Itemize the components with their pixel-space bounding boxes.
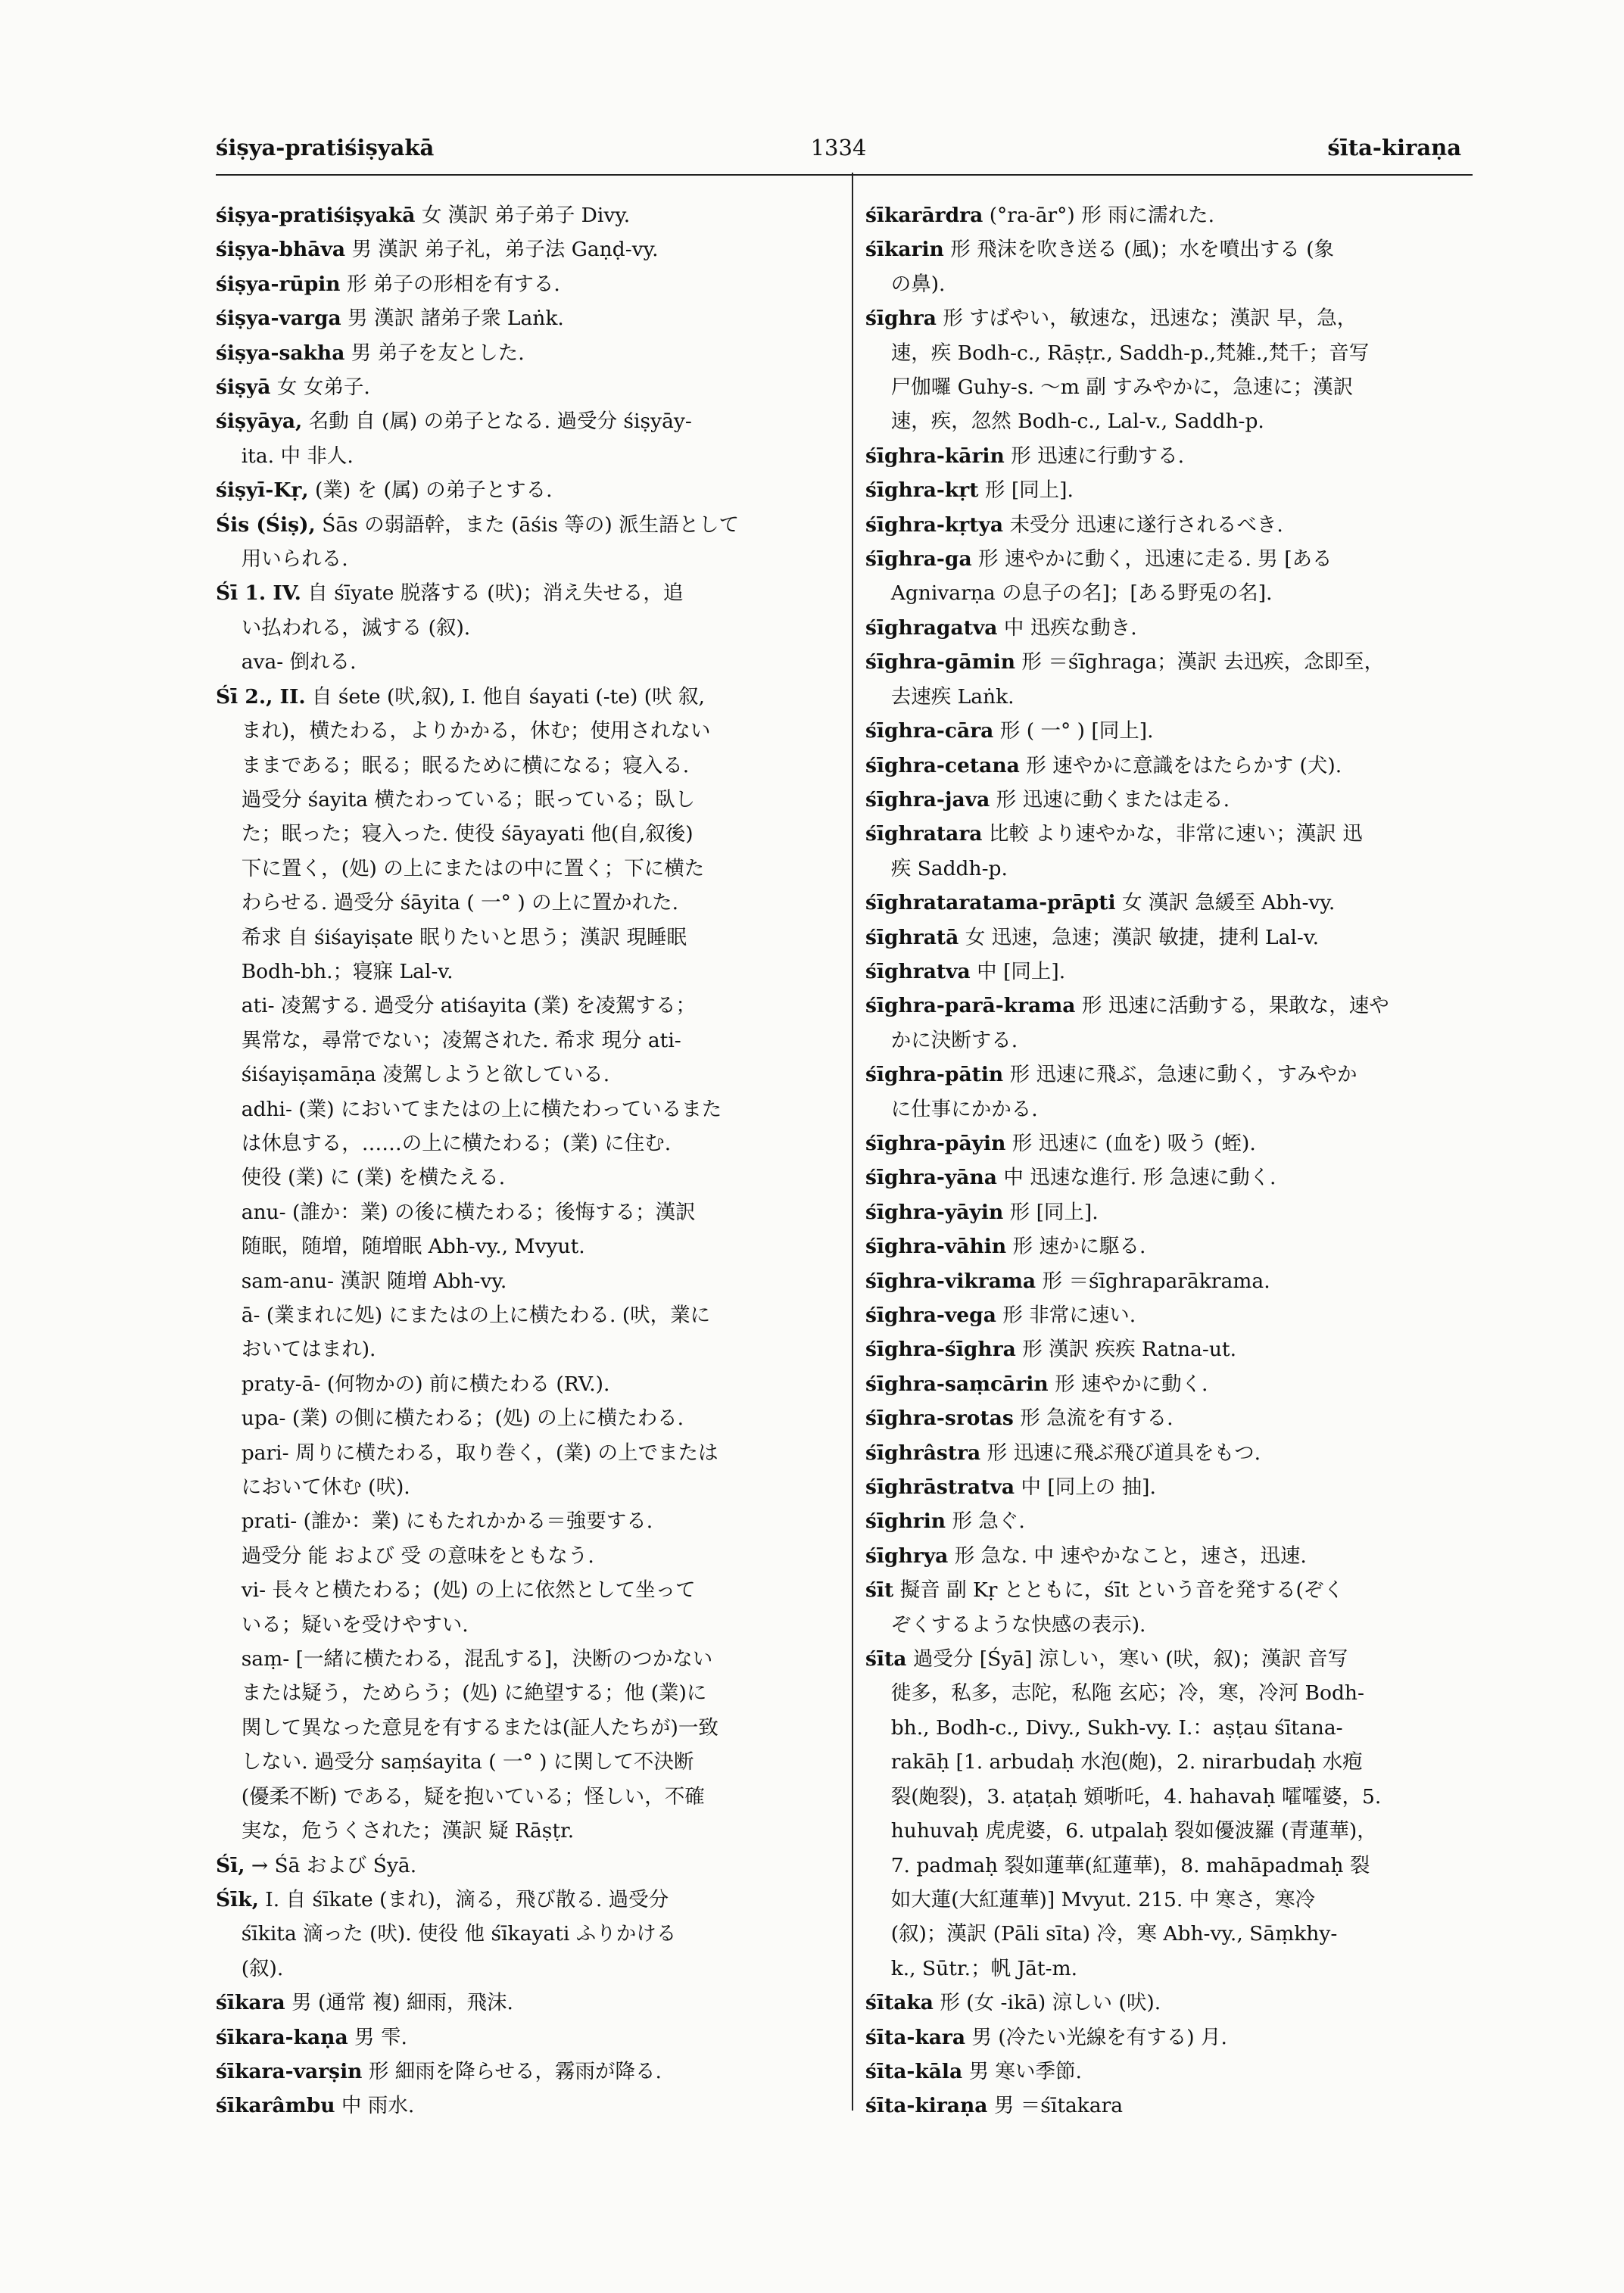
dictionary-line [216,198,833,232]
definition-text: 形 漢訳 疾疾 Ratna-ut. [1015,1338,1236,1362]
dictionary-line [216,1539,833,1573]
left-column [216,198,833,2123]
definition-text: bh., Bodh-c., Divy., Sukh-vy. I.：aṣṭau śītana- [865,1715,1343,1740]
definition-text: Śās の弱語幹，また (āśis 等の) 派生語として [315,512,740,537]
definition-text: vi- 長々と横たわる；(処) の上に依然として坐って [216,1578,696,1603]
dictionary-line [216,817,833,851]
definition-text: 女 漢訳 急緩至 Abh-vy. [1115,891,1336,915]
definition-text: 中 迅疾な動き. [997,615,1137,640]
dictionary-line [216,886,833,920]
dictionary-line [216,508,833,542]
definition-text: 名動 自 (属) の弟子となる. 過受分 śiṣyāy- [302,410,692,434]
dictionary-line [865,1367,1475,1401]
definition-text: śīkita 滴った (吠). 使役 他 śīkayati ふりかける [216,1922,677,1946]
definition-text: 形 速やかに意識をはたらかす (犬). [1019,753,1342,777]
headword: śiṣya-sakha [216,341,345,365]
headword: śīkarin [865,238,944,262]
definition-text: 尸伽囉 Guhy-s. ～m 副 すみやかに，急速に；漢訳 [865,375,1354,400]
definition-text: 形 (女 -ikā) 涼しい (吠). [933,1991,1161,2015]
dictionary-line [865,542,1475,576]
definition-text: 形 迅速に動くまたは走る. [990,787,1230,812]
headword: śīghra-pātin [865,1063,1004,1087]
dictionary-line [216,336,833,370]
headword: śiṣya-pratiśiṣyakā [216,204,416,227]
dictionary-line [865,439,1475,473]
definition-text: k., Sūtr.；帆 Jāt-m. [865,1956,1078,1980]
dictionary-line [865,198,1475,232]
headword: śiṣyā [216,375,271,400]
dictionary-line [216,955,833,989]
definition-text: た；眠った；寝入った. 使役 śāyayati 他(自,叙後) [216,822,694,846]
headword: śīghrya [865,1544,949,1568]
headword: śīghra-vāhin [865,1235,1007,1259]
definition-text: 男 (冷たい光線を有する) 月. [965,2025,1227,2049]
dictionary-line [865,1058,1475,1092]
definition-text: 女 漢訳 弟子弟子 Divy. [415,204,631,227]
definition-text: 関して異なった意見を有するまたは(証人たちが)一致 [216,1715,718,1740]
definition-text: 裂(皰裂)，3. aṭaṭaḥ 頞哳吒，4. hahavaḥ 嚯嚯婆，5. [865,1784,1382,1809]
definition-text: の鼻). [865,272,946,296]
dictionary-line [865,1608,1475,1642]
definition-text: 中 [同上]. [970,959,1066,983]
column-divider [852,173,853,2111]
definition-text: 形 速やかに動く，迅速に走る. 男 [ある [971,547,1333,572]
dictionary-line [865,1436,1475,1470]
definition-text: 用いられる. [216,547,348,572]
definition-text: 実な，危うくされた；漢訳 疑 Rāṣṭr. [216,1819,575,1843]
dictionary-line [865,1195,1475,1229]
dictionary-line [216,542,833,576]
dictionary-line [865,1470,1475,1504]
headword: śīghrataratama-prāpti [865,891,1116,915]
headword: śīghragatva [865,615,998,640]
headword: śīghra-vega [865,1304,996,1327]
dictionary-line [216,404,833,438]
dictionary-line [865,611,1475,645]
headword: śītaka [865,1991,934,2015]
definition-text: 形 [同上]. [1003,1200,1099,1224]
dictionary-line [865,921,1475,955]
definition-text: 比較 より速やかな，非常に速い；漢訳 迅 [982,822,1363,846]
dictionary-line [216,267,833,301]
definition-text: upa- (業) の側に横たわる；(処) の上に横たわる. [216,1407,684,1431]
definition-text: 自 śīyate 脱落する (吠)；消え失せる，追 [301,581,684,606]
dictionary-line [865,1642,1475,1676]
definition-text: 形 非常に速い. [996,1304,1136,1327]
headword: śīkara-varṣin [216,2059,363,2083]
dictionary-line [865,1780,1475,1814]
headword: śīghra-kārin [865,444,1005,468]
definition-text: ā- (業まれに処) にまたはの上に横たわる. (吠，業に [216,1304,711,1327]
definition-text: (叙)；漢訳 (Pāli sīta) 冷，寒 Abh-vy., Sāṃkhy- [865,1922,1338,1946]
dictionary-line [865,989,1475,1023]
definition-text: おいてはまれ). [216,1338,376,1362]
dictionary-line [865,645,1475,679]
dictionary-line [865,1504,1475,1538]
dictionary-line [216,749,833,783]
definition-text: 形 ( 一° ) [同上]. [993,719,1154,743]
headword: śiṣyī-Kṛ, [216,478,309,503]
dictionary-line [216,921,833,955]
definition-text: 速，疾 Bodh-c., Rāṣṭr., Saddh-p.,梵雑.,梵千；音写 [865,341,1370,365]
dictionary-line [216,1332,833,1366]
dictionary-line [216,1092,833,1126]
definition-text: かに決断する. [865,1028,1018,1052]
headword: śīghra-vikrama [865,1269,1036,1293]
definition-text: 形 迅速に飛ぶ飛び道具をもつ. [980,1441,1261,1465]
definition-text: 異常な，尋常でない；凌駕された. 希求 現分 ati- [216,1028,681,1052]
dictionary-line [216,1264,833,1298]
dictionary-line [865,955,1475,989]
definition-text: 男 ＝śītakara [987,2094,1124,2118]
dictionary-line [865,680,1475,714]
dictionary-line [865,1023,1475,1058]
dictionary-line [865,267,1475,301]
definition-text: 中 雨水. [335,2094,415,2118]
definition-text: 下に置く，(処) の上にまたはの中に置く；下に横た [216,856,705,880]
headword: śīta-kiraṇa [865,2094,988,2118]
headword: śīkara [216,1991,285,2015]
dictionary-line [865,1952,1475,1986]
headword: śīghratva [865,959,971,983]
definition-text: 形 急流を有する. [1013,1407,1174,1431]
dictionary-line [216,439,833,473]
dictionary-line [216,473,833,507]
definition-text: adhi- (業) においてまたはの上に横たわっているまた [216,1097,722,1121]
dictionary-line [216,1642,833,1676]
dictionary-line [216,576,833,610]
definition-text: (°ra-ār°) 形 雨に濡れた. [983,204,1215,227]
dictionary-line [216,1986,833,2020]
definition-text: または疑う，ためらう；(処) に絶望する；他 (業)に [216,1681,707,1706]
dictionary-line [216,1608,833,1642]
definition-text: huhuvaḥ 虎虎婆，6. utpalaḥ 裂如優波羅 (青蓮華)， [865,1819,1377,1843]
headword: Śī 1. IV. [216,581,301,606]
definition-text: 形 飛沫を吹き送る (風)；水を噴出する (象 [943,238,1335,262]
dictionary-line [216,989,833,1023]
dictionary-line [865,1332,1475,1366]
definition-text: 如大蓮(大紅蓮華)] Mvyut. 215. 中 寒さ，寒冷 [865,1887,1316,1911]
definition-text: 女 女弟子. [270,375,370,400]
definition-text: 形 すばやい，敏速な，迅速な；漢訳 早，急， [936,307,1357,331]
dictionary-line [216,1161,833,1195]
definition-text: sam-anu- 漢訳 随増 Abh-vy. [216,1269,507,1293]
right-guide-word: śīta-kiraṇa [1327,135,1461,160]
definition-text: 形 迅速に (血を) 吸う (蛭). [1005,1131,1256,1155]
definition-text: 形 [同上]. [978,478,1074,503]
dictionary-line [865,508,1475,542]
definition-text: praty-ā- (何物かの) 前に横たわる (RV.). [216,1372,610,1396]
headword: śīghra [865,307,937,331]
headword: śīghra-kṛt [865,478,979,503]
dictionary-line [216,1573,833,1607]
dictionary-line [216,1917,833,1951]
headword: śīkarārdra [865,204,983,227]
headword: śiṣya-varga [216,307,341,331]
dictionary-line [216,1849,833,1883]
dictionary-line [216,1504,833,1538]
definition-text: (優柔不断) である，疑を抱いている；怪しい，不確 [216,1784,705,1809]
definition-text: (業) を (属) の弟子とする. [308,478,553,503]
header-rule [216,174,1473,176]
definition-text: わらせる. 過受分 śāyita ( 一° ) の上に置かれた. [216,891,679,915]
definition-text: 形 ＝śīghraga；漢訳 去迅疾，念即至， [1015,650,1385,675]
dictionary-line [865,404,1475,438]
dictionary-line [216,680,833,714]
definition-text: → Śā および Śyā. [245,1853,417,1877]
definition-text: 過受分 能 および 受 の意味をともなう. [216,1544,594,1568]
headword: śiṣyāya, [216,410,303,434]
definition-text: 形 迅速に活動する，果敢な，速や [1075,994,1389,1018]
headword: śīghra-ga [865,547,972,572]
dictionary-line [865,1264,1475,1298]
dictionary-line [865,714,1475,748]
page-header [216,135,1461,174]
headword: śīghra-kṛtya [865,512,1004,537]
dictionary-line [216,1229,833,1263]
definition-text: 形 細雨を降らせる，霧雨が降る. [362,2059,662,2083]
dictionary-line [865,2020,1475,2055]
dictionary-line [216,1298,833,1332]
definition-text: 男 漢訳 弟子礼，弟子法 Gaṇḍ-vy. [345,238,659,262]
dictionary-line [216,1023,833,1058]
definition-text: 使役 (業) に (業) を横たえる. [216,1166,506,1190]
definition-text: 徙多，私多，志陀，私陁 玄応；冷，寒，冷河 Bodh- [865,1681,1364,1706]
headword: Śī, [216,1853,245,1877]
definition-text: いる；疑いを受けやすい. [216,1612,469,1637]
dictionary-line [216,1745,833,1779]
definition-text: pari- 周りに横たわる，取り巻く，(業) の上でまたは [216,1441,718,1465]
headword: śīta [865,1647,907,1671]
dictionary-line [865,1401,1475,1435]
definition-text: しない. 過受分 saṃśayita ( 一° ) に関して不決断 [216,1750,694,1774]
dictionary-line [216,1436,833,1470]
definition-text: prati- (誰か：業) にもたれかかる＝強要する. [216,1509,653,1534]
right-column [865,198,1475,2123]
headword: śīt [865,1578,894,1603]
definition-text: ぞくするような快感の表示). [865,1612,1146,1637]
dictionary-line [865,1883,1475,1917]
definition-text: において休む (吠). [216,1475,410,1500]
dictionary-line [865,2089,1475,2123]
definition-text: śiśayiṣamāṇa 凌駕しようと欲している. [216,1063,610,1087]
definition-text: 形 ＝śīghraparākrama. [1036,1269,1270,1293]
definition-text: 中 [同上の 抽]. [1015,1475,1156,1500]
dictionary-line [865,1849,1475,1883]
definition-text: 女 迅速，急速；漢訳 敏捷，捷利 Lal-v. [959,925,1320,949]
dictionary-line [865,1092,1475,1126]
definition-text: 中 迅速な進行. 形 急速に動く. [996,1166,1276,1190]
definition-text: (叙). [216,1956,284,1980]
dictionary-line [865,1298,1475,1332]
dictionary-line [865,301,1475,335]
dictionary-line [216,1126,833,1161]
definition-text: は休息する，……の上に横たわる；(業) に住む. [216,1131,672,1155]
definition-text: 疾 Saddh-p. [865,856,1008,880]
dictionary-line [865,852,1475,886]
dictionary-line [865,1814,1475,1848]
dictionary-line [865,886,1475,920]
headword: śīghrin [865,1509,946,1534]
definition-text: まれ)，横たわる，よりかかる，休む；使用されない [216,719,711,743]
definition-text: 形 速やかに動く. [1048,1372,1208,1396]
dictionary-line [216,1711,833,1745]
dictionary-line [216,1814,833,1848]
page-number: 1334 [810,135,867,160]
dictionary-line [216,1780,833,1814]
definition-text: anu- (誰か：業) の後に横たわる；後悔する；漢訳 [216,1200,696,1224]
dictionary-line [216,370,833,404]
definition-text: Agnivarṇa の息子の名]；[ある野兎の名]. [865,581,1273,606]
dictionary-line [865,473,1475,507]
dictionary-line [216,1952,833,1986]
headword: śīghra-pāyin [865,1131,1006,1155]
headword: Śīk, [216,1887,259,1911]
dictionary-line [865,232,1475,266]
dictionary-line [865,1676,1475,1710]
definition-text: 去速疾 Laṅk. [865,684,1015,709]
dictionary-line [216,714,833,748]
definition-text: 速，疾，忽然 Bodh-c., Lal-v., Saddh-p. [865,410,1264,434]
dictionary-line [865,336,1475,370]
headword: śīghra-java [865,787,990,812]
definition-text: 形 急な. 中 速やかなこと，速さ，迅速. [948,1544,1307,1568]
headword: śīghra-yāyin [865,1200,1004,1224]
definition-text: ati- 凌駕する. 過受分 atiśayita (業) を凌駕する； [216,994,697,1018]
dictionary-line [865,1539,1475,1573]
definition-text: 7. padmaḥ 裂如蓮華(紅蓮華)，8. mahāpadmaḥ 裂 [865,1853,1370,1877]
definition-text: 過受分 śayita 横たわっている；眠っている；臥し [216,787,696,812]
headword: śiṣya-bhāva [216,238,346,262]
definition-text: 希求 自 śiśayiṣate 眠りたいと思う；漢訳 現睡眠 [216,925,687,949]
dictionary-line [216,2089,833,2123]
headword: Śī 2., II. [216,684,306,709]
definition-text: 擬音 副 Kṛ とともに，śīt という音を発する(ぞく [893,1578,1344,1603]
dictionary-line [216,1058,833,1092]
dictionary-line [216,1367,833,1401]
dictionary-line [865,1573,1475,1607]
dictionary-line [216,232,833,266]
headword: śīta-kara [865,2025,966,2049]
headword: śīghra-yāna [865,1166,997,1190]
headword: śiṣya-rūpin [216,272,341,296]
dictionary-line [865,783,1475,817]
dictionary-line [216,301,833,335]
definition-text: rakāḥ [1. arbudaḥ 水泡(皰)，2. nirarbudaḥ 水疱 [865,1750,1363,1774]
definition-text: 男 弟子を友とした. [344,341,525,365]
definition-text: I. 自 śīkate (まれ)，滴る，飛び散る. 過受分 [258,1887,669,1911]
headword: śīghra-saṃcārin [865,1372,1049,1396]
definition-text: 随眠，随増，随増眠 Abh-vy., Mvyut. [216,1235,585,1259]
headword: śīghratara [865,822,983,846]
definition-text: 形 急ぐ. [946,1509,1025,1534]
dictionary-line [216,1195,833,1229]
dictionary-line [216,852,833,886]
definition-text: 形 速かに駆る. [1006,1235,1146,1259]
dictionary-line [216,1470,833,1504]
dictionary-line [865,1161,1475,1195]
definition-text: saṃ- [一緒に横たわる，混乱する]，決断のつかない [216,1647,713,1671]
dictionary-line [865,1917,1475,1951]
definition-text: Bodh-bh.；寝寐 Lal-v. [216,959,454,983]
left-guide-word: śiṣya-pratiśiṣyakā [216,135,435,160]
headword: śīghrâstra [865,1441,981,1465]
headword: śīghra-parā-krama [865,994,1076,1018]
dictionary-line [865,370,1475,404]
definition-text: に仕事にかかる. [865,1097,1038,1121]
definition-text: ita. 中 非人. [216,444,354,468]
headword: śīta-kāla [865,2059,963,2083]
dictionary-line [865,749,1475,783]
definition-text: 過受分 [Śyā] 涼しい，寒い (吠，叙)；漢訳 音写 [906,1647,1348,1671]
headword: śīkara-kaṇa [216,2025,348,2049]
headword: śīghra-cāra [865,719,994,743]
headword: śīghra-gāmin [865,650,1015,675]
headword: Śis (Śiṣ), [216,512,316,537]
definition-text: 自 śete (吠,叙), I. 他自 śayati (-te) (吠 叙, [305,684,705,709]
dictionary-line [865,817,1475,851]
dictionary-line [216,1676,833,1710]
headword: śīghratā [865,925,959,949]
definition-text: 男 寒い季節. [962,2059,1082,2083]
definition-text: 男 雫. [348,2025,407,2049]
dictionary-line [216,2020,833,2055]
headword: śīghra-cetana [865,753,1020,777]
dictionary-line [216,783,833,817]
definition-text: い払われる，滅する (叙). [216,615,471,640]
dictionary-line [216,611,833,645]
definition-text: 形 迅速に行動する. [1004,444,1185,468]
dictionary-line [216,645,833,679]
definition-text: 形 迅速に飛ぶ，急速に動く，すみやか [1003,1063,1357,1087]
dictionary-line [865,1126,1475,1161]
definition-text: 未受分 迅速に遂行されるべき. [1003,512,1283,537]
definition-text: 形 弟子の形相を有する. [340,272,560,296]
definition-text: ava- 倒れる. [216,650,357,675]
dictionary-line [865,2055,1475,2089]
dictionary-line [216,1401,833,1435]
dictionary-line [865,1229,1475,1263]
dictionary-line [865,576,1475,610]
definition-text: 男 (通常 複) 細雨，飛沫. [285,1991,513,2015]
definition-text: 男 漢訳 諸弟子衆 Laṅk. [341,307,564,331]
dictionary-line [865,1986,1475,2020]
headword: śīghrāstratva [865,1475,1015,1500]
headword: śīghra-srotas [865,1407,1014,1431]
definition-text: ままである；眠る；眠るために横になる；寝入る. [216,753,690,777]
headword: śīghra-śīghra [865,1338,1016,1362]
dictionary-line [865,1745,1475,1779]
dictionary-line [216,1883,833,1917]
dictionary-line [865,1711,1475,1745]
dictionary-line [216,2055,833,2089]
headword: śīkarâmbu [216,2094,335,2118]
